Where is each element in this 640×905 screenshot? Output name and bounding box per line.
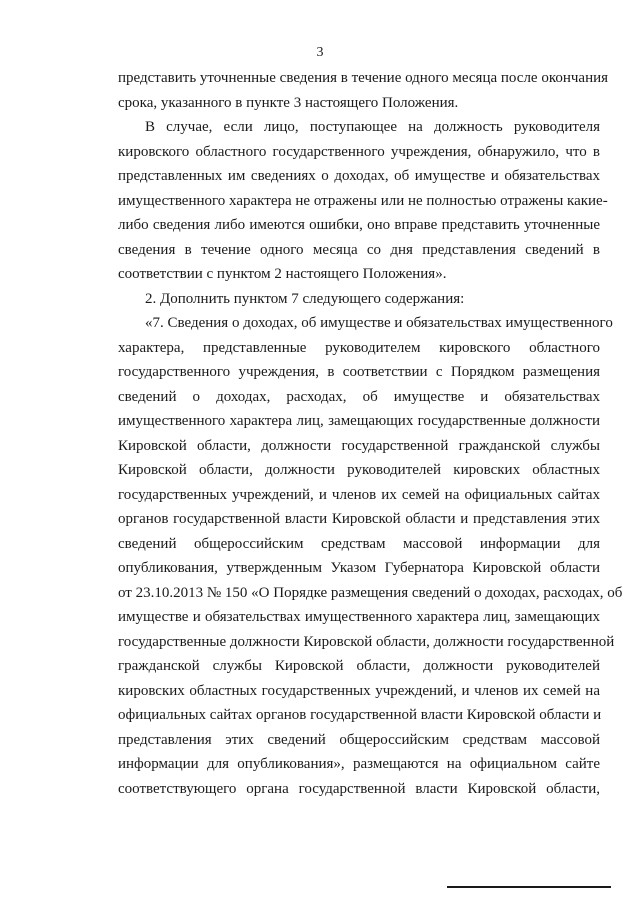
text-line: 2. Дополнить пунктом 7 следующего содержания: [145,290,465,307]
text-line: «7. Сведения о доходах, об имуществе и обязательствах имущественного [145,315,613,331]
text-line: Кировской области, должности государственной гражданской службы [118,437,600,454]
text-line: В случае, если лицо, поступающее на должность руководителя [145,119,600,135]
text-line: официальных сайтах органов государственной власти Кировской области и [118,707,602,723]
text-line: представить уточненные сведения в течение одного месяца после окончания [118,70,609,86]
text-line: государственных учреждений, и членов их семей на официальных сайтах [118,486,600,503]
text-line: информации для опубликования», размещаются на официальном сайте [118,756,600,772]
text-line: представления этих сведений общероссийским средствам массовой [118,731,600,748]
text-line: характера, представленные руководителем кировского областного [118,339,600,356]
text-line: органов государственной власти Кировской области и представления этих [118,511,600,527]
text-line: государственного учреждения, в соответствии с Порядком размещения [118,364,600,380]
text-line: соответствии с пунктом 2 настоящего Положения». [118,266,447,282]
text-line: имущественного характера лиц, замещающих государственные должности [118,413,600,429]
document-body [118,66,623,801]
text-line: кировского областного государственного учреждения, обнаружило, что в [118,143,600,160]
text-line: соответствующего органа государственной власти Кировской области, [118,780,600,797]
text-line: Кировской области, должности руководителей кировских областных [118,462,600,478]
text-line: государственные должности Кировской области, должности государственной [118,633,615,650]
text-line: от 23.10.2013 № 150 «О Порядке размещения сведений о доходах, расходах, об [118,584,623,601]
text-line: имуществе и обязательствах имущественного характера лиц, замещающих [118,609,600,625]
text-line: гражданской службы Кировской области, должности руководителей [118,658,600,674]
text-line: либо сведения либо имеются ошибки, оно вправе представить уточненные [118,217,600,233]
text-line: кировских областных государственных учреждений, и членов их семей на [118,682,600,699]
page-number: 3 [316,45,324,60]
text-line: опубликования, утвержденным Указом Губернатора Кировской области [118,560,600,576]
text-line: сведений общероссийским средствам массовой информации для [118,535,600,552]
footer-rule [447,886,611,888]
text-line: срока, указанного в пункте 3 настоящего Положения. [118,94,459,111]
text-line: имущественного характера не отражены или не полностью отражены какие- [118,192,608,209]
text-line: сведений о доходах, расходах, об имуществе и обязательствах [118,388,600,405]
text-line: представленных им сведениях о доходах, об имуществе и обязательствах [118,168,600,184]
text-line: сведения в течение одного месяца со дня представления сведений в [118,241,600,258]
